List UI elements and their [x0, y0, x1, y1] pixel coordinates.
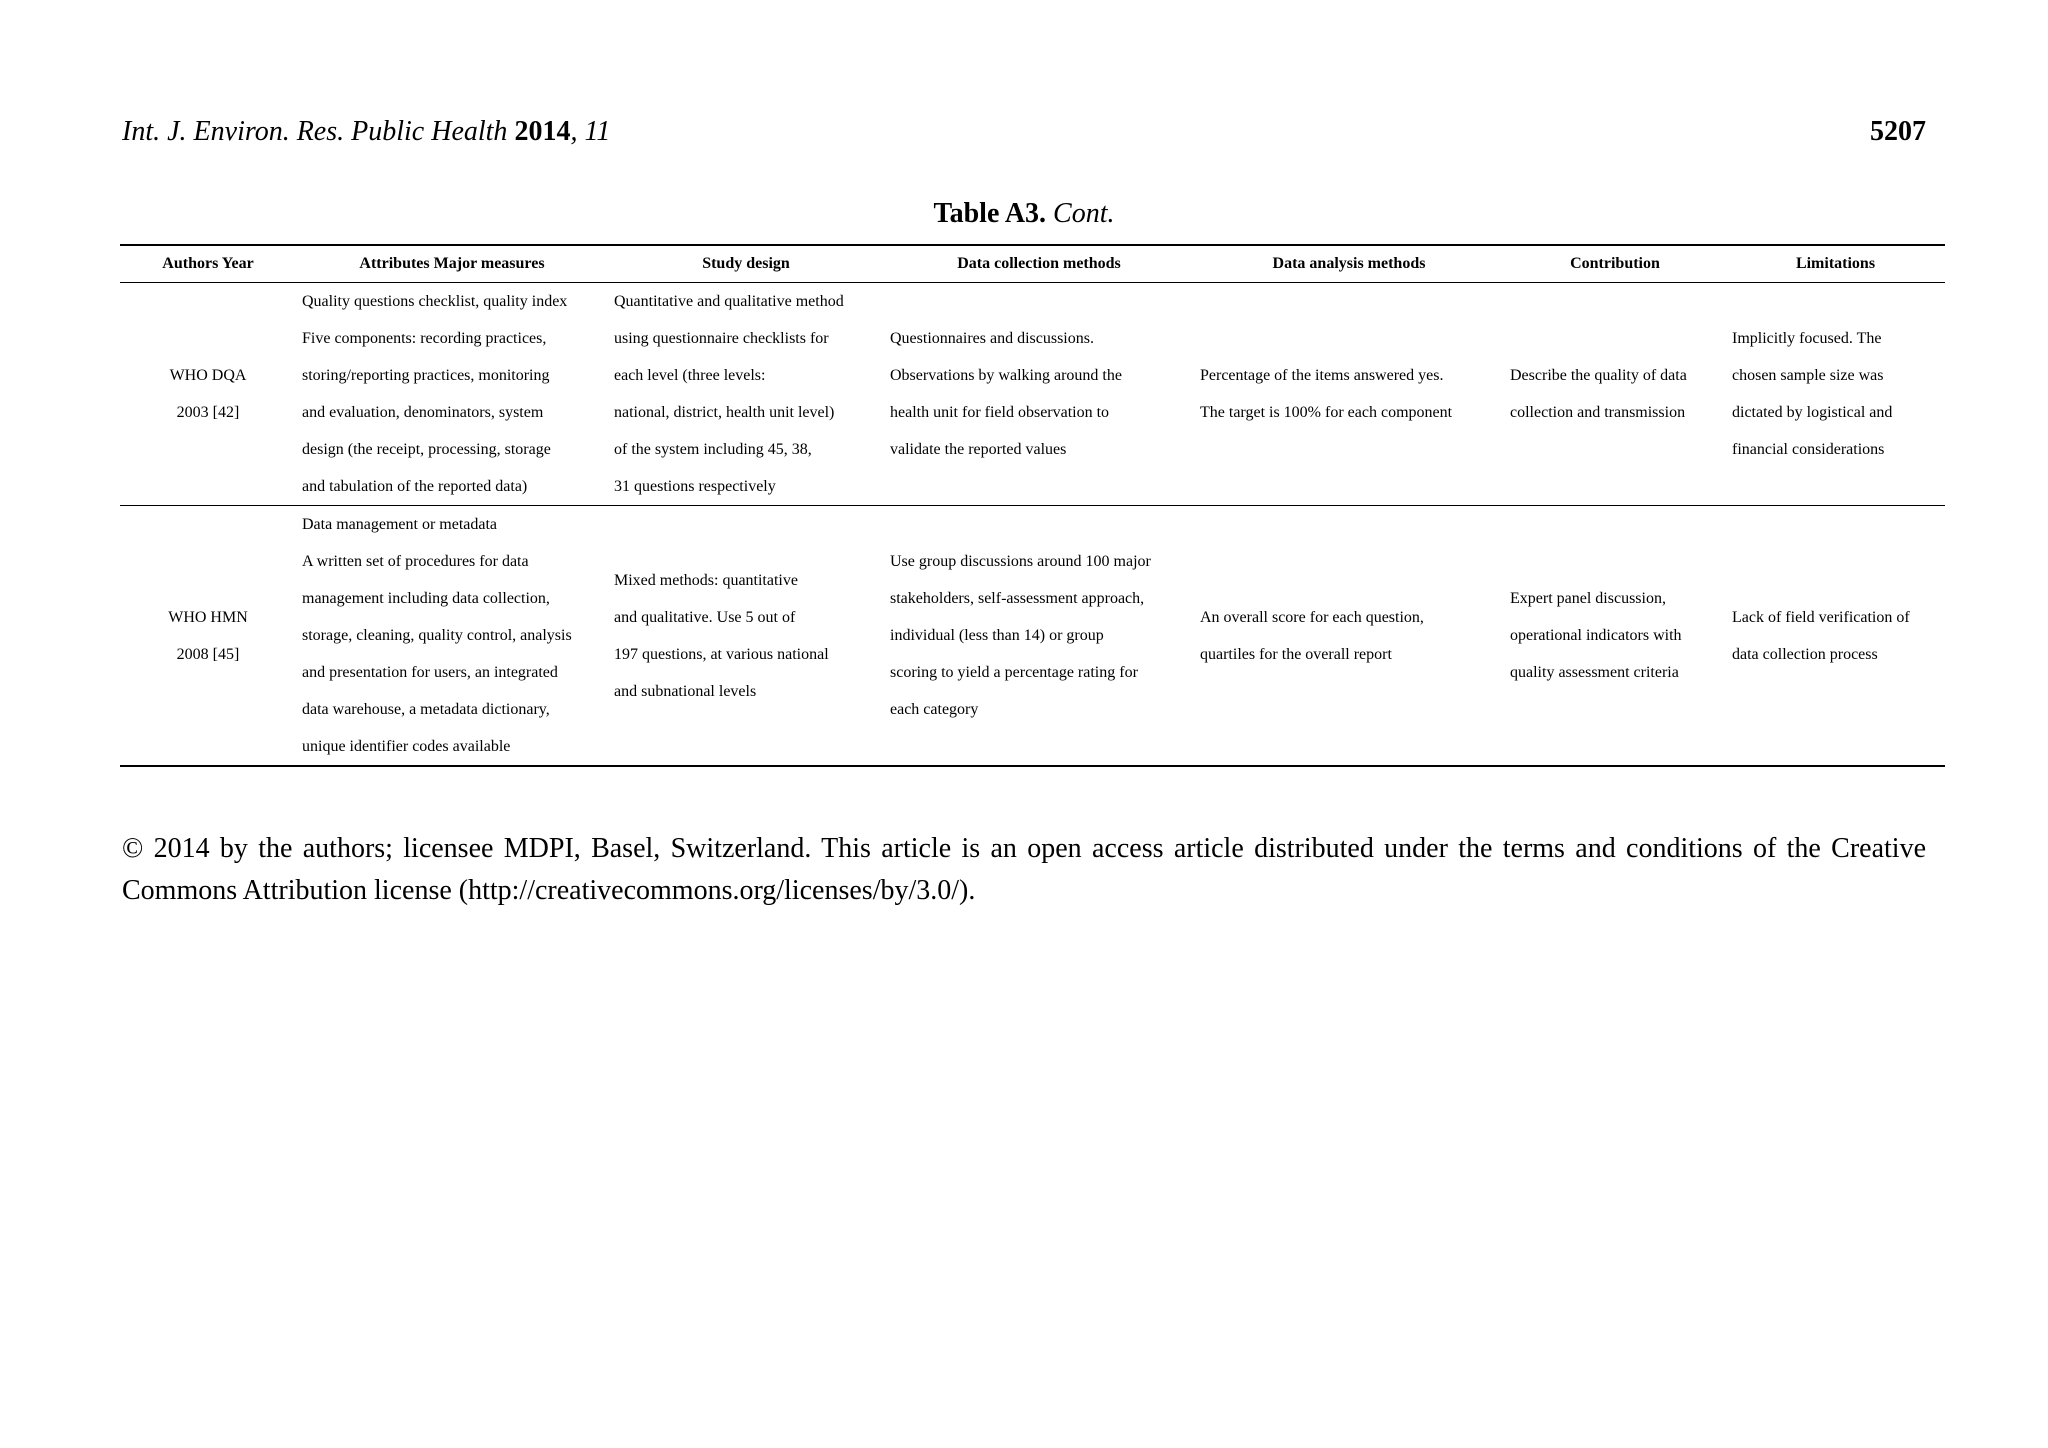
journal-citation: Int. J. Environ. Res. Public Health 2014, 11 [122, 116, 611, 147]
cell-data-collection: Use group discussions around 100 major stakeholders, self-assessment approach, individual (less than 14) or group scoring to yield a percentage rating for each category [884, 506, 1194, 767]
cell-attributes: Data management or metadata A written set of procedures for data management including data collection, storage, cleaning, quality control, analysis and presentation for users, an integrated data warehouse, a metadata dictionary, unique identifier codes available [296, 506, 608, 767]
cell-limitations: Lack of field verification of data collection process [1726, 506, 1945, 767]
cell-authors-year: WHO DQA 2003 [42] [120, 283, 296, 506]
table-container [120, 244, 1945, 767]
cell-contribution: Expert panel discussion, operational indicators with quality assessment criteria [1504, 506, 1726, 767]
cell-study-design: Mixed methods: quantitative and qualitative. Use 5 out of 197 questions, at various national and subnational levels [608, 506, 884, 767]
column-header-contribution: Contribution [1504, 245, 1726, 283]
column-header-attributes: Attributes Major measures [296, 245, 608, 283]
table-row [120, 506, 1945, 767]
table-body [120, 283, 1945, 767]
page-number: 5207 [1870, 116, 1926, 147]
column-header-data-collection: Data collection methods [884, 245, 1194, 283]
table-header-row [120, 245, 1945, 283]
license-statement: © 2014 by the authors; licensee MDPI, Basel, Switzerland. This article is an open access article distributed under the terms and conditions of the Creative Commons Attribution license (http://creativecommons.org/licenses/by/3.0/). [122, 833, 1926, 906]
table-caption [122, 194, 1926, 234]
cell-study-design: Quantitative and qualitative method using questionnaire checklists for each level (three levels: national, district, health unit level) of the system including 45, 38, 31 questions respectively [608, 283, 884, 506]
column-header-authors-year: Authors Year [120, 245, 296, 283]
cell-authors-year: WHO HMN 2008 [45] [120, 506, 296, 767]
table-header [120, 245, 1945, 283]
column-header-study-design: Study design [608, 245, 884, 283]
table-caption-cont: Cont. [1053, 198, 1115, 229]
table-caption-label: Table A3. [933, 198, 1047, 229]
journal-year: 2014 [514, 116, 571, 147]
cell-limitations: Implicitly focused. The chosen sample size was dictated by logistical and financial considerations [1726, 283, 1945, 506]
journal-volume: 11 [584, 116, 611, 147]
journal-name: Int. J. Environ. Res. Public Health [122, 116, 508, 147]
cell-attributes: Quality questions checklist, quality index Five components: recording practices, storing/reporting practices, monitoring and evaluation, denominators, system design (the receipt, processing, storage and tabulation of the reported data) [296, 283, 608, 506]
cell-data-analysis: Percentage of the items answered yes. The target is 100% for each component [1194, 283, 1504, 506]
column-header-data-analysis: Data analysis methods [1194, 245, 1504, 283]
table-row [120, 283, 1945, 506]
cell-data-analysis: An overall score for each question, quartiles for the overall report [1194, 506, 1504, 767]
cell-data-collection: Questionnaires and discussions. Observations by walking around the health unit for field observation to validate the reported values [884, 283, 1194, 506]
cell-contribution: Describe the quality of data collection and transmission [1504, 283, 1726, 506]
column-header-limitations: Limitations [1726, 245, 1945, 283]
data-table [120, 244, 1945, 767]
running-header [122, 112, 1926, 152]
